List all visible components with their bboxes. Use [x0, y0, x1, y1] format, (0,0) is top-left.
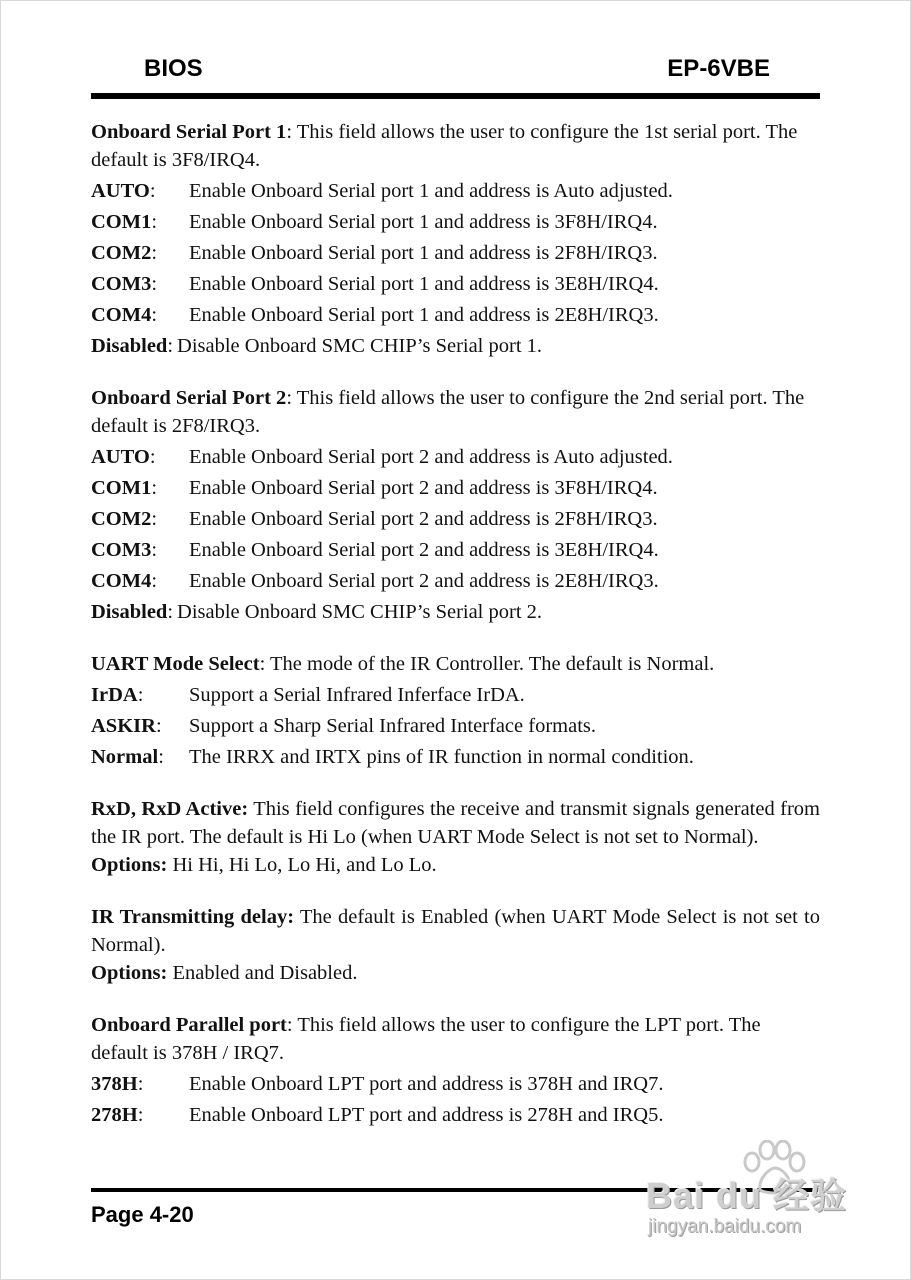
option-row: Disabled: Disable Onboard SMC CHIP’s Serial port 2.: [91, 598, 820, 626]
section-serial-port-1: [91, 118, 820, 360]
header-model: EP-6VBE: [667, 55, 770, 82]
option-key: COM1: [91, 211, 152, 233]
section-serial-port-2: [91, 384, 820, 626]
option-desc: Enable Onboard Serial port 1 and address is Auto adjusted.: [189, 180, 673, 202]
option-key: IrDA: [91, 684, 138, 706]
section-title: IR Transmitting delay:: [91, 906, 295, 928]
option-desc: Enable Onboard Serial port 2 and address is 3E8H/IRQ4.: [189, 539, 659, 561]
option-desc: Enable Onboard Serial port 1 and address is 3F8H/IRQ4.: [189, 211, 658, 233]
options-label: Options:: [91, 854, 168, 876]
option-key: COM1: [91, 477, 152, 499]
option-row: Normal: The IRRX and IRTX pins of IR function in normal condition.: [91, 743, 820, 771]
options-text: Hi Hi, Hi Lo, Lo Hi, and Lo Lo.: [172, 854, 437, 876]
option-key: COM3: [91, 273, 152, 295]
option-desc: The IRRX and IRTX pins of IR function in normal condition.: [189, 746, 694, 768]
option-key: AUTO: [91, 446, 150, 468]
option-desc: Enable Onboard Serial port 2 and address is 2F8H/IRQ3.: [189, 508, 658, 530]
option-key: AUTO: [91, 180, 150, 202]
section-ir-transmitting-delay: [91, 903, 820, 987]
section-intro: [91, 795, 820, 851]
option-desc: Enable Onboard Serial port 2 and address is 2E8H/IRQ3.: [189, 570, 659, 592]
option-key: COM3: [91, 539, 152, 561]
option-desc: Enable Onboard LPT port and address is 378H and IRQ7.: [189, 1073, 664, 1095]
option-row: COM1: Enable Onboard Serial port 1 and address is 3F8H/IRQ4.: [91, 208, 820, 236]
section-description: : This field allows the user to configure the LPT port. The default is 378H / IRQ7.: [91, 1014, 761, 1064]
header-divider: [91, 93, 820, 99]
option-key: Disabled: [91, 601, 168, 623]
header-title: BIOS: [144, 55, 203, 82]
section-title: Onboard Parallel port: [91, 1014, 287, 1036]
section-intro: [91, 118, 820, 174]
section-description: : This field allows the user to configure the 1st serial port. The default is 3F8/IRQ4.: [91, 121, 798, 171]
page-number: Page 4-20: [91, 1202, 194, 1227]
option-desc: Enable Onboard Serial port 2 and address is Auto adjusted.: [189, 446, 673, 468]
section-description: : This field allows the user to configure the 2nd serial port. The default is 2F8/IRQ3.: [91, 387, 805, 437]
options-label: Options:: [91, 962, 168, 984]
option-key: COM2: [91, 242, 152, 264]
options-text: Enabled and Disabled.: [172, 962, 358, 984]
options-line: [91, 959, 820, 987]
option-row: ASKIR: Support a Sharp Serial Infrared Interface formats.: [91, 712, 820, 740]
option-desc: Support a Sharp Serial Infrared Interface formats.: [189, 715, 596, 737]
option-desc: Enable Onboard LPT port and address is 278H and IRQ5.: [189, 1104, 664, 1126]
option-key: COM4: [91, 570, 152, 592]
section-title: UART Mode Select: [91, 653, 260, 675]
option-row: COM1: Enable Onboard Serial port 2 and address is 3F8H/IRQ4.: [91, 474, 820, 502]
option-row: COM4: Enable Onboard Serial port 2 and address is 2E8H/IRQ3.: [91, 567, 820, 595]
option-row: IrDA: Support a Serial Infrared Inferface IrDA.: [91, 681, 820, 709]
option-key: Disabled: [91, 335, 168, 357]
option-desc: Enable Onboard Serial port 2 and address is 3F8H/IRQ4.: [189, 477, 658, 499]
watermark-url: jingyan.baidu.com: [648, 1216, 802, 1237]
option-key: 278H: [91, 1104, 138, 1126]
option-row: COM3: Enable Onboard Serial port 2 and address is 3E8H/IRQ4.: [91, 536, 820, 564]
section-intro: [91, 384, 820, 440]
option-row: COM3: Enable Onboard Serial port 1 and address is 3E8H/IRQ4.: [91, 270, 820, 298]
option-row: AUTO: Enable Onboard Serial port 1 and address is Auto adjusted.: [91, 177, 820, 205]
section-title: RxD, RxD Active:: [91, 798, 249, 820]
section-description: : The mode of the IR Controller. The default is Normal.: [259, 653, 715, 675]
option-key: ASKIR: [91, 715, 156, 737]
watermark-brand: Bai du 经验: [646, 1175, 848, 1216]
option-key: COM4: [91, 304, 152, 326]
option-row: COM2: Enable Onboard Serial port 2 and address is 2F8H/IRQ3.: [91, 505, 820, 533]
option-row: Disabled: Disable Onboard SMC CHIP’s Serial port 1.: [91, 332, 820, 360]
option-row: AUTO: Enable Onboard Serial port 2 and address is Auto adjusted.: [91, 443, 820, 471]
section-description: The default is Enabled (when UART Mode Select is not set to Normal).: [91, 906, 820, 956]
section-intro: [91, 650, 820, 678]
section-description: This field configures the receive and transmit signals generated from the IR port. The default is Hi Lo (when UART Mode Select is not set to Normal).: [91, 798, 820, 848]
option-row: COM4: Enable Onboard Serial port 1 and address is 2E8H/IRQ3.: [91, 301, 820, 329]
option-key: Normal: [91, 746, 159, 768]
option-key: 378H: [91, 1073, 138, 1095]
option-desc: Support a Serial Infrared Inferface IrDA.: [189, 684, 525, 706]
section-intro: [91, 1011, 820, 1067]
section-rxd-active: [91, 795, 820, 879]
section-title: Onboard Serial Port 2: [91, 387, 287, 409]
options-line: [91, 851, 820, 879]
option-row: COM2: Enable Onboard Serial port 1 and address is 2F8H/IRQ3.: [91, 239, 820, 267]
option-desc: Enable Onboard Serial port 1 and address is 3E8H/IRQ4.: [189, 273, 659, 295]
option-desc: Disable Onboard SMC CHIP’s Serial port 2.: [177, 601, 543, 623]
section-uart-mode: [91, 650, 820, 771]
option-row: 278H: Enable Onboard LPT port and address is 278H and IRQ5.: [91, 1101, 820, 1129]
option-desc: Disable Onboard SMC CHIP’s Serial port 1.: [177, 335, 543, 357]
baidu-watermark: [640, 1140, 870, 1250]
option-desc: Enable Onboard Serial port 1 and address is 2F8H/IRQ3.: [189, 242, 658, 264]
option-desc: Enable Onboard Serial port 1 and address is 2E8H/IRQ3.: [189, 304, 659, 326]
manual-content: [91, 118, 820, 1153]
section-title: Onboard Serial Port 1: [91, 121, 287, 143]
section-intro: [91, 903, 820, 959]
section-parallel-port: [91, 1011, 820, 1129]
option-key: COM2: [91, 508, 152, 530]
option-row: 378H: Enable Onboard LPT port and address is 378H and IRQ7.: [91, 1070, 820, 1098]
